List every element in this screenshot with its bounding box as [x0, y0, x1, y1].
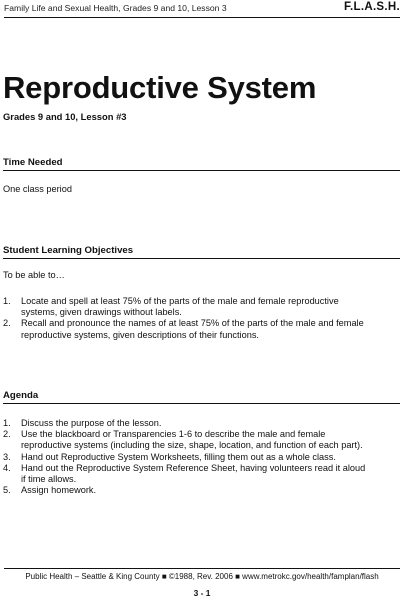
- objectives-intro: To be able to…: [3, 270, 65, 280]
- footer-credit: Public Health – Seattle & King County ■ ©1988, Rev. 2006 ■ www.metrokc.gov/health/famplan/flash: [25, 572, 379, 581]
- time-needed-divider: [3, 170, 400, 171]
- objective-line: Locate and spell at least 75% of the parts of the male and female reproductive: [21, 296, 339, 306]
- agenda-number: 1.: [3, 418, 11, 428]
- agenda-list: [3, 418, 398, 496]
- agenda-number: 2.: [3, 429, 11, 440]
- objective-line: systems, given drawings without labels.: [21, 307, 182, 318]
- header-divider: [4, 17, 400, 18]
- agenda-line: Use the blackboard or Transparencies 1-6 to describe the male and female: [21, 429, 326, 440]
- running-header: [4, 2, 400, 17]
- agenda-item: [3, 418, 398, 429]
- time-needed-text: One class period: [3, 184, 72, 194]
- agenda-line: Discuss the purpose of the lesson.: [21, 418, 162, 428]
- agenda-item: [3, 463, 398, 485]
- objective-number: 1.: [3, 296, 11, 306]
- footer-divider: [4, 568, 400, 569]
- agenda-number: 4.: [3, 462, 11, 473]
- objective-item: [3, 318, 398, 340]
- objective-item: [3, 296, 398, 318]
- objective-line: Recall and pronounce the names of at least 75% of the parts of the male and female: [21, 318, 364, 329]
- agenda-line: reproductive systems (including the size, shape, location, and function of each part).: [21, 440, 363, 451]
- agenda-item: [3, 452, 398, 463]
- agenda-line: Hand out Reproductive System Worksheets, filling them out as a whole class.: [21, 451, 336, 462]
- agenda-heading: Agenda: [3, 390, 39, 401]
- agenda-line: Hand out the Reproductive System Reference Sheet, having volunteers read it aloud: [21, 462, 366, 473]
- document-title: Reproductive System: [3, 70, 317, 105]
- objectives-list: [3, 296, 398, 341]
- page-number: 3 - 1: [193, 588, 211, 598]
- agenda-line: if time allows.: [21, 474, 77, 485]
- objectives-divider: [3, 258, 400, 259]
- objective-line: reproductive systems, given descriptions of their functions.: [21, 329, 259, 340]
- time-needed-heading: Time Needed: [3, 157, 63, 168]
- agenda-item: [3, 429, 398, 451]
- objectives-heading: Student Learning Objectives: [3, 245, 134, 256]
- running-header-brand: F.L.A.S.H.: [343, 1, 400, 13]
- agenda-line: Assign homework.: [21, 485, 97, 496]
- agenda-divider: [3, 403, 400, 404]
- agenda-number: 5.: [3, 485, 11, 496]
- running-header-title: Family Life and Sexual Health, Grades 9 and 10, Lesson 3: [4, 3, 227, 13]
- objective-number: 2.: [3, 318, 11, 329]
- agenda-number: 3.: [3, 451, 11, 462]
- agenda-item: [3, 485, 398, 496]
- document-subtitle: Grades 9 and 10, Lesson #3: [3, 111, 127, 122]
